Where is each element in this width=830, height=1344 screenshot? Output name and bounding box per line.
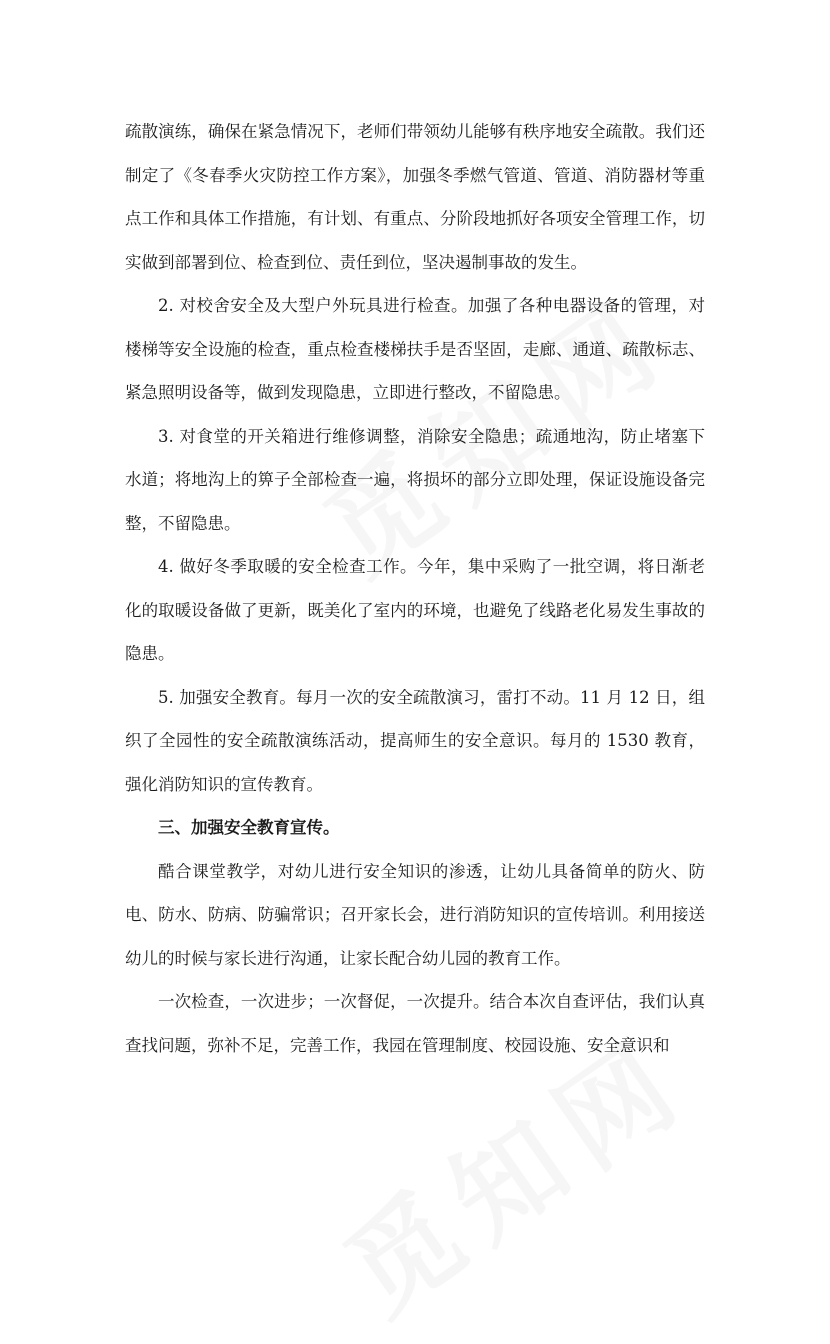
paragraph-continuation: 疏散演练，确保在紧急情况下，老师们带领幼儿能够有秩序地安全疏散。我们还制定了《冬春季火灾防控工作方案》，加强冬季燃气管道、管道、消防器材等重点工作和具体工作措施，有计划、有重点、分阶段地抓好各项安全管理工作，切实做到部署到位、检查到位、责任到位，坚决遏制事故的发生。 <box>125 122 705 272</box>
paragraph-education: 酷合课堂教学，对幼儿进行安全知识的渗透，让幼儿具备简单的防火、防电、防水、防病、防骗常识；召开家长会，进行消防知识的宣传培训。利用接送幼儿的时候与家长进行沟通，让家长配合幼儿园的教育工作。 <box>125 861 705 968</box>
paragraph-item-4: 4. 做好冬季取暖的安全检查工作。今年，集中采购了一批空调，将日渐老化的取暖设备做了更新，既美化了室内的环境，也避免了线路老化易发生事故的隐患。 <box>125 557 705 663</box>
paragraph-item-5: 5. 加强安全教育。每月一次的安全疏散演习，雷打不动。11 月 12 日，组织了全园性的安全疏散演练活动，提高师生的安全意识。每月的 1530 教育，强化消防知识的宣传教育。 <box>125 687 705 794</box>
document-body <box>125 110 705 1067</box>
paragraph-item-2: 2. 对校舍安全及大型户外玩具进行检查。加强了各种电器设备的管理，对楼梯等安全设施的检查，重点检查楼梯扶手是否坚固，走廊、通道、疏散标志、紧急照明设备等，做到发现隐患，立即进行整改，不留隐患。 <box>125 296 705 402</box>
paragraph-summary: 一次检查，一次进步；一次督促，一次提升。结合本次自查评估，我们认真查找问题，弥补不足，完善工作，我园在管理制度、校园设施、安全意识和 <box>125 992 705 1055</box>
section-heading: 三、加强安全教育宣传。 <box>158 818 340 837</box>
paragraph-item-3: 3. 对食堂的开关箱进行维修调整，消除安全隐患；疏通地沟，防止堵塞下水道；将地沟上的箅子全部检查一遍，将损坏的部分立即处理，保证设施设备完整，不留隐患。 <box>125 426 705 533</box>
